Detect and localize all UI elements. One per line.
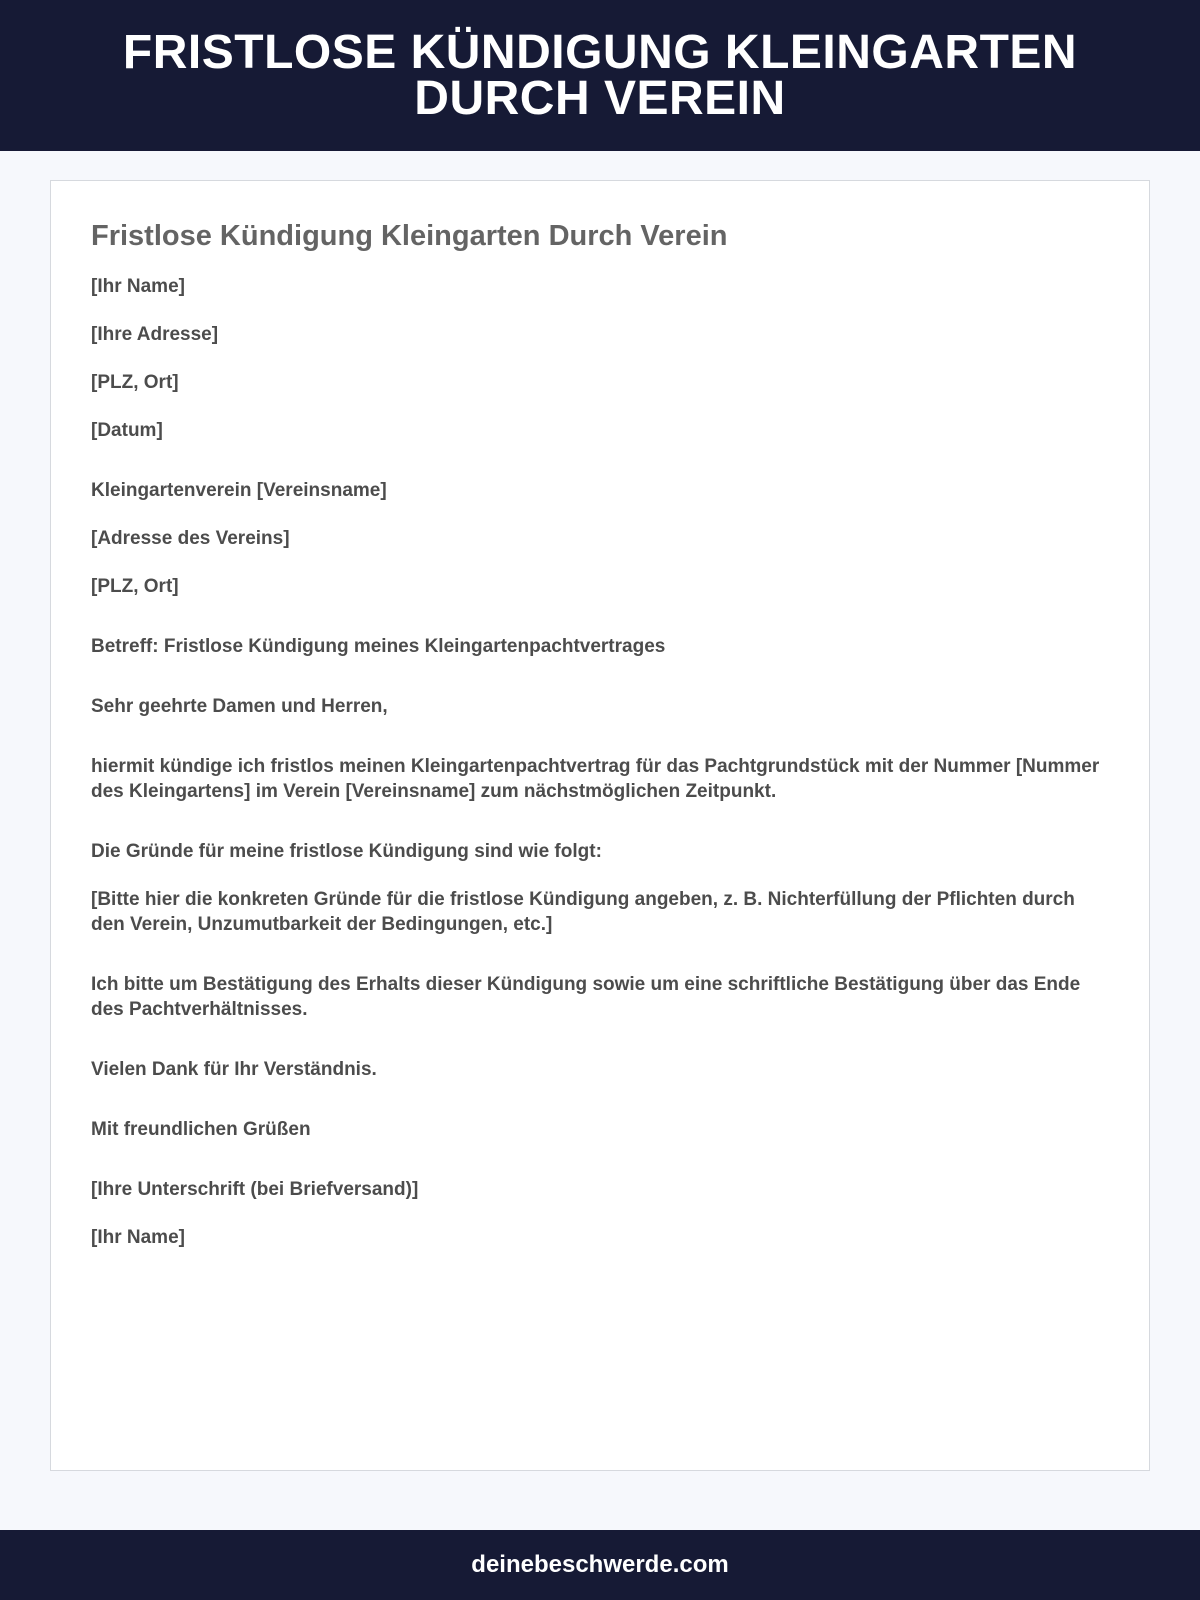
page-footer [0,1530,1200,1600]
thanks-line: Vielen Dank für Ihr Verständnis. [91,1059,377,1080]
page-header [0,0,1200,151]
page-title [122,25,1078,125]
signature-name: [Ihr Name] [91,1227,185,1248]
page-title-line2: DURCH VEREIN [414,71,786,125]
reasons-placeholder: [Bitte hier die konkreten Gründe für die fristlose Kündigung angeben, z. B. Nichterfüllung der Pflichten durch den Verein, Unzumutbarkeit der Bedingungen, etc.] [91,889,1075,935]
salutation: Sehr geehrte Damen und Herren, [91,696,388,717]
confirmation-request: Ich bitte um Bestätigung des Erhalts dieser Kündigung sowie um eine schriftliche Bestätigung über das Ende des Pachtverhältnisses. [91,974,1081,1020]
closing-line: Mit freundlichen Grüßen [91,1119,311,1140]
subject-line: Betreff: Fristlose Kündigung meines Kleingartenpachtvertrages [91,636,666,657]
signature-placeholder: [Ihre Unterschrift (bei Briefversand)] [91,1179,419,1200]
recipient-address: [Adresse des Vereins] [91,528,290,549]
footer-site-name: deinebeschwerde.com [471,1551,729,1578]
sender-address: [Ihre Adresse] [91,324,219,345]
reasons-intro: Die Gründe für meine fristlose Kündigung sind wie folgt: [91,841,602,862]
document-title: Fristlose Kündigung Kleingarten Durch Verein [91,220,728,252]
recipient-city: [PLZ, Ort] [91,576,179,597]
sender-name: [Ihr Name] [91,276,185,297]
page-title-line1: FRISTLOSE KÜNDIGUNG KLEINGARTEN [122,25,1078,79]
paragraph-termination: hiermit kündige ich fristlos meinen Kleingartenpachtvertrag für das Pachtgrundstück mit der Nummer [Nummer des Kleingartens] im Verein [Vereinsname] zum nächstmöglichen Zeitpunkt. [91,756,1100,802]
letter-date: [Datum] [91,420,163,441]
sender-city: [PLZ, Ort] [91,372,179,393]
recipient-name: Kleingartenverein [Vereinsname] [91,480,387,501]
letter-card [50,180,1150,1471]
